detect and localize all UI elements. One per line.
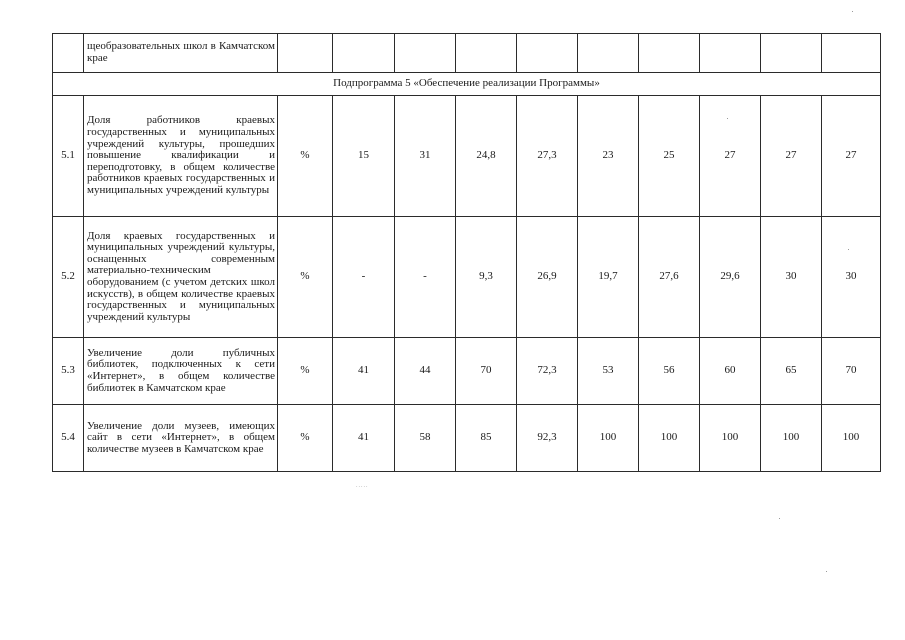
unit-cell xyxy=(278,34,333,73)
value-cell: 44 xyxy=(395,338,456,405)
value-cell: 100 xyxy=(700,405,761,472)
table-row xyxy=(53,405,881,472)
value-cell: - xyxy=(395,217,456,338)
value-cell xyxy=(761,34,822,73)
value-cell xyxy=(639,34,700,73)
row-unit: % xyxy=(278,96,333,217)
value-cell: 24,8 xyxy=(456,96,517,217)
row-description: Доля работников краевых государственных и муниципальных учреждений культуры, прошедших повышение квалификации и переподготовку, в общем количестве работников краевых государственных и муниципальных учреждений культуры xyxy=(84,96,278,217)
value-cell: 26,9 xyxy=(517,217,578,338)
value-cell xyxy=(456,34,517,73)
scan-speck xyxy=(826,571,827,572)
value-cell: 15 xyxy=(333,96,395,217)
value-cell: 100 xyxy=(639,405,700,472)
value-cell: 58 xyxy=(395,405,456,472)
row-description: Доля краевых государственных и муниципальных учреждений культуры, оснащенных современным материально-техническим оборудованием (с учетом детских школ искусств), в общем количестве краевых государственных и муниципальных учреждений культуры xyxy=(84,217,278,338)
row-unit: % xyxy=(278,405,333,472)
value-cell: 19,7 xyxy=(578,217,639,338)
value-cell: 27,6 xyxy=(639,217,700,338)
value-cell: 72,3 xyxy=(517,338,578,405)
scan-speck xyxy=(779,518,780,519)
value-cell: 100 xyxy=(761,405,822,472)
row-description: Увеличение доли публичных библиотек, подключенных к сети «Интернет», в общем количестве библиотек в Камчатском крае xyxy=(84,338,278,405)
subprogram-title: Подпрограмма 5 «Обеспечение реализации Программы» xyxy=(53,73,881,96)
table-row xyxy=(53,217,881,338)
value-cell: 92,3 xyxy=(517,405,578,472)
row-number: 5.3 xyxy=(53,338,84,405)
scan-speck xyxy=(727,118,728,119)
value-cell: 70 xyxy=(822,338,881,405)
value-cell: 100 xyxy=(822,405,881,472)
row-number: 5.1 xyxy=(53,96,84,217)
row-number: 5.2 xyxy=(53,217,84,338)
value-cell xyxy=(333,34,395,73)
value-cell: 100 xyxy=(578,405,639,472)
scan-dots: ..... xyxy=(356,483,369,489)
value-cell: - xyxy=(333,217,395,338)
table-row xyxy=(53,96,881,217)
value-cell: 85 xyxy=(456,405,517,472)
row-number: 5.4 xyxy=(53,405,84,472)
row-number-cell xyxy=(53,34,84,73)
value-cell: 9,3 xyxy=(456,217,517,338)
row-description: щеобразовательных школ в Камчатском крае xyxy=(84,34,278,73)
row-description: Увеличение доли музеев, имеющих сайт в сети «Интернет», в общем количестве музеев в Камчатском крае xyxy=(84,405,278,472)
value-cell: 27 xyxy=(822,96,881,217)
value-cell xyxy=(700,34,761,73)
indicators-table xyxy=(52,33,881,472)
value-cell: 30 xyxy=(822,217,881,338)
value-cell: 65 xyxy=(761,338,822,405)
value-cell xyxy=(822,34,881,73)
value-cell: 60 xyxy=(700,338,761,405)
value-cell xyxy=(578,34,639,73)
value-cell: 56 xyxy=(639,338,700,405)
subprogram-header-row xyxy=(53,73,881,96)
value-cell: 41 xyxy=(333,338,395,405)
value-cell: 29,6 xyxy=(700,217,761,338)
value-cell: 27,3 xyxy=(517,96,578,217)
table-row xyxy=(53,338,881,405)
scan-speck xyxy=(852,11,853,12)
value-cell: 41 xyxy=(333,405,395,472)
value-cell xyxy=(517,34,578,73)
row-unit: % xyxy=(278,217,333,338)
value-cell: 30 xyxy=(761,217,822,338)
value-cell: 70 xyxy=(456,338,517,405)
value-cell: 31 xyxy=(395,96,456,217)
table-row-continued xyxy=(53,34,881,73)
value-cell: 53 xyxy=(578,338,639,405)
value-cell xyxy=(395,34,456,73)
value-cell: 27 xyxy=(700,96,761,217)
value-cell: 27 xyxy=(761,96,822,217)
scan-speck xyxy=(848,249,849,250)
value-cell: 23 xyxy=(578,96,639,217)
value-cell: 25 xyxy=(639,96,700,217)
row-unit: % xyxy=(278,338,333,405)
